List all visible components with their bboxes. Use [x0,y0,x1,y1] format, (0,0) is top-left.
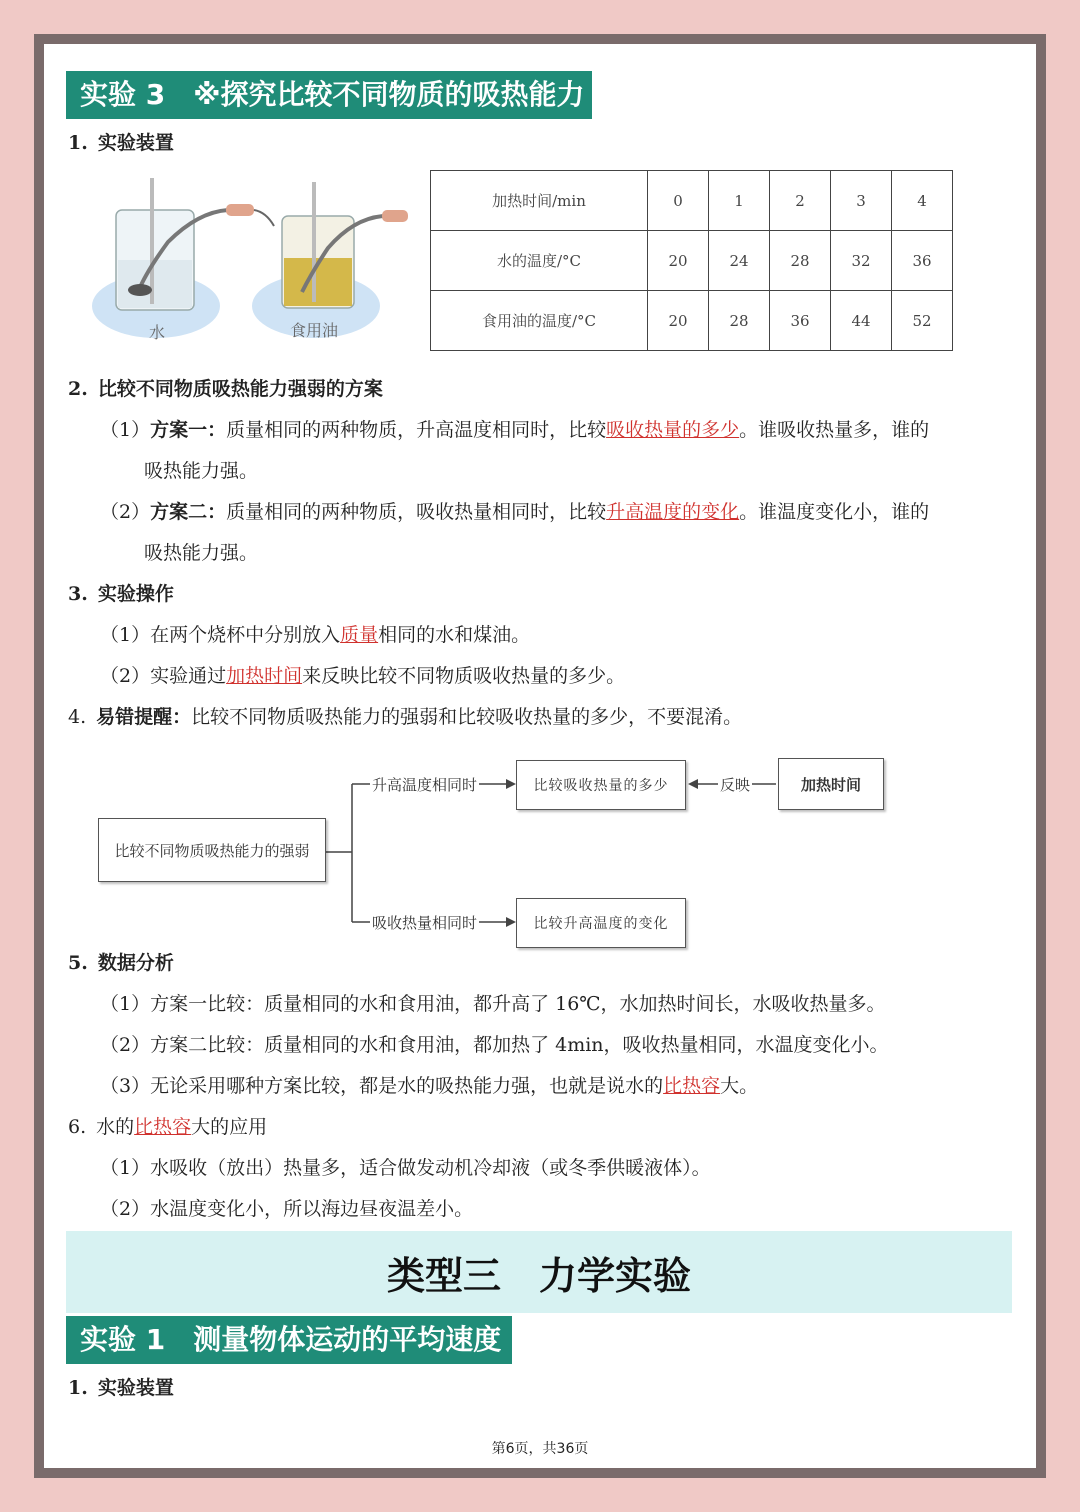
operation-1-text-end: 相同的水和煤油。 [378,624,531,646]
diagram-top-label: 升高温度相同时 [372,776,478,794]
table-cell: 0 [648,171,709,231]
table-cell: 52 [892,291,953,351]
section-number: 4. [68,706,87,728]
water-caption: 水 [149,323,166,342]
table-cell: 水的温度/°C [431,231,648,291]
table-cell: 28 [709,291,770,351]
operation-1-text: （1）在两个烧杯中分别放入 [100,624,341,646]
section-6-title [68,1114,267,1140]
item-index: （2） [100,501,151,523]
section-6-text-end: 大的应用 [191,1116,268,1138]
section-number: 6. [68,1116,87,1138]
plan-2-continuation: 吸热能力强。 [144,542,259,564]
operation-2-text-end: 来反映比较不同物质吸收热量的多少。 [302,665,626,687]
analysis-2-line: （2）方案二比较：质量相同的水和食用油，都加热了 4min，吸收热量相同，水温度变化小。 [100,1034,889,1056]
tip-text: 比较不同物质吸热能力的强弱和比较吸收热量的多少，不要混淆。 [191,706,743,728]
plan-2-text-end: 。谁温度变化小，谁的 [739,501,930,523]
table-cell: 加热时间/min [431,171,648,231]
section-6-highlight: 比热容 [134,1116,192,1138]
table-cell: 24 [709,231,770,291]
section-2-title [68,376,383,402]
diagram-reflect-label: 反映 [720,776,751,794]
usage-1-line: （1）水吸收（放出）热量多，适合做发动机冷却液（或冬季供暖液体）。 [100,1157,711,1179]
document-page [44,44,1036,1468]
plan-2-label: 方案二： [150,501,227,523]
section-number: 1. [68,132,88,154]
section-6-text: 水的 [96,1116,135,1138]
tip-label: 易错提醒： [96,706,192,728]
table-cell: 20 [648,231,709,291]
plan-1-label: 方案一： [150,419,227,441]
table-cell: 1 [709,171,770,231]
section-text: 数据分析 [97,952,174,974]
exp1-section-1-title [68,1375,174,1401]
table-cell: 3 [831,171,892,231]
table-cell: 28 [770,231,831,291]
table-cell: 32 [831,231,892,291]
operation-2-text: （2）实验通过 [100,665,227,687]
table-row [431,231,953,291]
analysis-1-line: （1）方案一比较：质量相同的水和食用油，都升高了 16℃，水加热时间长，水吸收热量多。 [100,993,886,1015]
temperature-table [430,170,953,351]
section-1-title [68,130,174,156]
table-header-row [431,171,953,231]
page-number-footer: 第6页，共36页 [491,1441,589,1457]
table-cell: 20 [648,291,709,351]
apparatus-illustration [88,172,408,347]
section-4-title [68,704,742,730]
diagram-bottom-label: 吸收热量相同时 [372,914,478,932]
analysis-3-text: （3）无论采用哪种方案比较，都是水的吸热能力强，也就是说水的 [100,1075,664,1097]
table-cell: 36 [770,291,831,351]
concept-diagram [98,756,898,956]
section-5-title [68,950,174,976]
plan-1-continuation: 吸热能力强。 [144,460,259,482]
section-text: 比较不同物质吸热能力强弱的方案 [97,378,383,400]
analysis-3-text-end: 大。 [720,1075,759,1097]
plan-2-line [100,499,929,525]
plan-2-highlight: 升高温度的变化 [606,501,740,523]
water-beaker-image [92,178,274,338]
analysis-3-highlight: 比热容 [663,1075,721,1097]
diagram-top-box: 比较吸收热量的多少 [516,760,686,810]
table-cell: 食用油的温度/°C [431,291,648,351]
section-number: 5. [68,952,88,974]
analysis-3-line [100,1073,758,1099]
section-number: 3. [68,583,88,605]
oil-beaker-image [252,182,408,338]
operation-1-highlight: 质量 [340,624,379,646]
table-row [431,291,953,351]
category-banner: 类型三 力学实验 [66,1231,1012,1313]
plan-1-line [100,417,929,443]
section-text: 实验操作 [97,583,174,605]
plan-1-highlight: 吸收热量的多少 [606,419,740,441]
table-cell: 44 [831,291,892,351]
section-3-title [68,581,174,607]
oil-caption: 食用油 [290,321,339,340]
section-number: 1. [68,1377,88,1399]
section-text: 实验装置 [97,1377,174,1399]
diagram-heat-time-box: 加热时间 [778,758,884,810]
diagram-main-box: 比较不同物质吸热能力的强弱 [98,818,326,882]
section-number: 2. [68,378,88,400]
experiment-3-header: 实验 3 ※探究比较不同物质的吸热能力 [66,71,592,119]
plan-2-text: 质量相同的两种物质，吸收热量相同时，比较 [226,501,607,523]
operation-2-line [100,663,625,689]
usage-2-line: （2）水温度变化小，所以海边昼夜温差小。 [100,1198,474,1220]
diagram-bottom-box: 比较升高温度的变化 [516,898,686,948]
table-cell: 4 [892,171,953,231]
operation-2-highlight: 加热时间 [226,665,303,687]
table-cell: 36 [892,231,953,291]
plan-1-text-end: 。谁吸收热量多，谁的 [739,419,930,441]
item-index: （1） [100,419,151,441]
experiment-1-header: 实验 1 测量物体运动的平均速度 [66,1316,512,1364]
table-cell: 2 [770,171,831,231]
plan-1-text: 质量相同的两种物质，升高温度相同时，比较 [226,419,607,441]
section-text: 实验装置 [97,132,174,154]
operation-1-line [100,622,530,648]
